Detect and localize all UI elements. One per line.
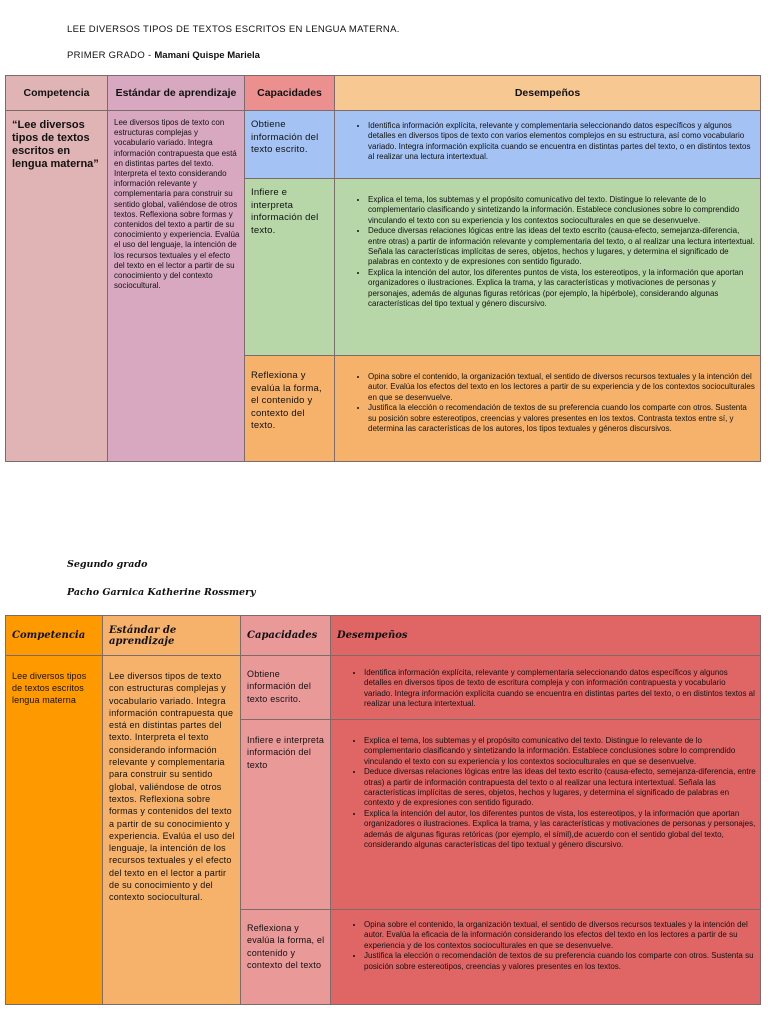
desempenos-cell [331,656,761,720]
desempenos-list [331,736,760,850]
list-item: • Justifica la elección o recomendación de textos de su preferencia cuando los comparte con otros. Sustenta su posición sobre estereotipos, creencias y valores presentes en los textos. [364,951,756,972]
list-item: • Explica el tema, los subtemas y el propósito comunicativo del texto. Distingue lo relevante de lo complementario clasificando y sintetizando la información. Establece conclusiones sobre lo comprendido vinculando el texto con su experiencia y los contextos socioculturales en que se desenvuelve. [364,736,756,767]
list-item: • Deduce diversas relaciones lógicas entre las ideas del texto escrito (causa-efecto, semejanza-diferencia, entre otras) a partir de información relevante y complementaria del texto, o al realizar una lectura intertextual. Señala las características implícitas de seres, objetos, hechos y lugares, y determina el significado de palabras en contexto y de expresiones con sentido figurado. [368,226,756,268]
curriculum-table-1 [5,75,761,462]
desempenos-list [335,195,760,309]
list-item: • Explica el tema, los subtemas y el propósito comunicativo del texto. Distingue lo relevante de lo complementario clasificando y sintetizando la información. Establece conclusiones sobre lo comprendido vinculando el texto con su experiencia y los contextos socioculturales en que se desenvuelve. [368,195,756,226]
list-item: • Explica la intención del autor, los diferentes puntos de vista, los estereotipos, y la información que aportan organizadores o ilustraciones. Explica la trama, y las características y motivaciones de personas y personajes, además de algunas figuras retóricas (por ejemplo, el símil),de acuerdo con el sentido global del texto, considerando algunas características del tipo textual y género discursivo. [364,809,756,851]
desempenos-cell [331,720,761,910]
header-estandar: Estándar de aprendizaje [108,76,245,111]
document-title: LEE DIVERSOS TIPOS DE TEXTOS ESCRITOS EN LENGUA MATERNA. [67,24,400,35]
grade-label: PRIMER GRADO - [67,50,155,61]
desempenos-list [331,668,760,710]
table-row [6,656,761,720]
list-item: • Opina sobre el contenido, la organización textual, el sentido de diversos recursos textuales y la intención del autor. Evalúa la eficacia de la información considerando los efectos del texto en los lectores a partir de su experiencia y de los contextos socioculturales en que se desenvuelve. [364,920,756,951]
curriculum-table-2 [5,615,761,1005]
desempenos-list [335,121,760,163]
header-desempenos: Desempeños [331,616,761,656]
capacidad-cell: Infiere e interpreta información del texto. [245,179,335,356]
list-item: • Identifica información explícita, relevante y complementaria seleccionando datos específicos y algunos detalles en diversos tipos de texto de escritura compleja y con información contrapuesta y vocabulario variado. Integra información explícita cuando se encuentra en distintas partes del texto, o en distintos textos al realizar una lectura intertextual. [364,668,756,710]
competencia-cell: Lee diversos tipos de textos escritos lengua materna [6,656,103,1005]
competencia-cell: “Lee diversos tipos de textos escritos en lengua materna” [6,111,108,462]
desempenos-cell [335,356,761,462]
list-item: • Opina sobre el contenido, la organización textual, el sentido de diversos recursos textuales y la intención del autor. Evalúa los efectos del texto en los lectores a partir de su experiencia y de los contextos socioculturales en que se desenvuelve. [368,372,756,403]
estandar-cell: Lee diversos tipos de texto con estructuras complejas y vocabulario variado. Integra información contrapuesta que está en distintas partes del texto. Interpreta el texto considerando información relevante y complementaria para construir su sentido global, valiéndose de otros textos. Reflexiona sobre formas y contenidos del texto a partir de su conocimiento y experiencia. Evalúa el uso del lenguaje, la intención de los recursos textuales y el efecto del texto en el lector a partir de su conocimiento y del contexto sociocultural. [103,656,241,1005]
list-item: • Deduce diversas relaciones lógicas entre las ideas del texto escrito (causa-efecto, semejanza-diferencia, entre otras) a partir de información contrapuesta del texto o al realizar una lectura intertextual. Señala las características implícitas de seres, objetos, hechos y lugares, y determina el significado de palabras en contexto y de expresiones con sentido figurado. [364,767,756,809]
capacidad-cell: Infiere e interpreta información del texto [241,720,331,910]
header-estandar: Estándar de aprendizaje [103,616,241,656]
list-item: • Explica la intención del autor, los diferentes puntos de vista, los estereotipos, y la información que aportan organizadores o ilustraciones. Explica la trama, y las características y motivaciones de personas y personajes, además de algunas figuras retóricas (por ejemplo, la hipérbole), considerando algunas características del tipo textual y género discursivo. [368,268,756,310]
author-name: Pacho Garnica Katherine Rossmery [67,587,256,598]
header-competencia: Competencia [6,616,103,656]
desempenos-list [335,372,760,434]
desempenos-cell [331,910,761,1005]
capacidad-cell: Obtiene información del texto escrito. [245,111,335,179]
list-item: • Justifica la elección o recomendación de textos de su preferencia cuando los comparte con otros. Sustenta su posición sobre estereotipos, creencias y valores presentes en los textos. Contrasta textos entre sí, y determina las características de los autores, los tipos textuales y géneros discursivos. [368,403,756,434]
table-row [6,111,761,179]
header-competencia: Competencia [6,76,108,111]
table-header-row [6,616,761,656]
desempenos-cell [335,179,761,356]
desempenos-cell [335,111,761,179]
header-capacidades: Capacidades [245,76,335,111]
list-item: • Identifica información explícita, relevante y complementaria seleccionando datos específicos y algunos detalles en diversos tipos de texto con varios elementos complejos en su estructura, así como vocabulario variado. Integra información explícita cuando se encuentra en distintas partes del texto, o en distintos textos al realizar una lectura intertextual. [368,121,756,163]
header-desempenos: Desempeños [335,76,761,111]
table-header-row [6,76,761,111]
grade-title: Segundo grado [67,559,148,570]
author-name: Mamani Quispe Mariela [154,50,260,61]
capacidad-cell: Obtiene información del texto escrito. [241,656,331,720]
capacidad-cell: Reflexiona y evalúa la forma, el contenido y contexto del texto [241,910,331,1005]
estandar-cell: Lee diversos tipos de texto con estructuras complejas y vocabulario variado. Integra información contrapuesta que está en distintas partes del texto. Interpreta el texto considerando información relevante y complementaria para construir su sentido global, valiéndose de otros textos. Reflexiona sobre formas y contenidos del texto a partir de su conocimiento y experiencia. Evalúa el uso del lenguaje, la intención de los recursos textuales y el efecto del texto en el lector a partir de su conocimiento y del contexto sociocultural. [108,111,245,462]
grade-line [67,50,260,61]
capacidad-cell: Reflexiona y evalúa la forma, el contenido y contexto del texto. [245,356,335,462]
desempenos-list [331,920,760,972]
header-capacidades: Capacidades [241,616,331,656]
